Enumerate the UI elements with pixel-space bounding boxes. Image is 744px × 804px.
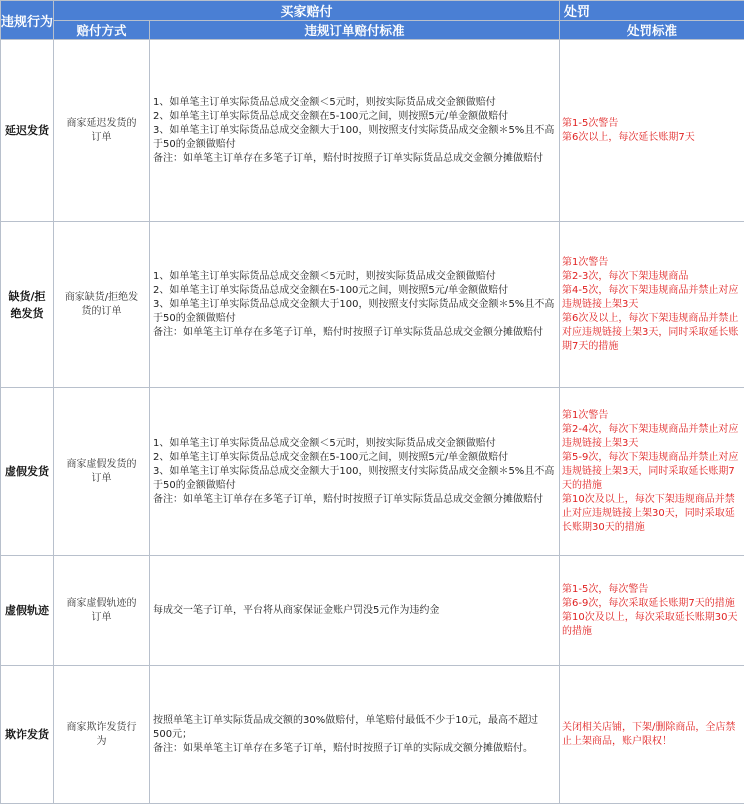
- violation-cell: 延迟发货: [1, 40, 54, 222]
- violation-cell: 缺货/拒绝发货: [1, 222, 54, 388]
- penalty-line: 第6次以上，每次延长账期7天: [562, 131, 742, 145]
- penalty-line: 第6次及以上，每次下架违规商品并禁止对应违规链接上架3天，同时采取延长账期7天的措施: [562, 312, 742, 354]
- penalty-line: 第2-4次，每次下架违规商品并禁止对应违规链接上架3天: [562, 423, 742, 451]
- table-row: [1, 40, 744, 222]
- violation-cell: 欺诈发货: [1, 666, 54, 804]
- penalty-cell: [560, 556, 744, 666]
- standard-line: 2、如单笔主订单实际货品总成交金额在5-100元之间，则按照5元/单金额做赔付: [153, 284, 556, 298]
- header-comp-standard: 违规订单赔付标准: [150, 21, 560, 40]
- standard-cell: [150, 222, 560, 388]
- standard-line: 按照单笔主订单实际货品成交额的30%做赔付，单笔赔付最低不少于10元，最高不超过500元；: [153, 714, 556, 742]
- violation-cell: 虚假轨迹: [1, 556, 54, 666]
- standard-note: 备注：如单笔主订单存在多笔子订单，赔付时按照子订单实际货品总成交金额分摊做赔付: [153, 326, 556, 340]
- penalty-line: 第1次警告: [562, 409, 742, 423]
- table-row: [1, 666, 744, 804]
- violation-cell: 虚假发货: [1, 388, 54, 556]
- table-row: [1, 556, 744, 666]
- penalty-cell: [560, 666, 744, 804]
- standard-cell: [150, 556, 560, 666]
- standard-cell: [150, 388, 560, 556]
- method-cell: 商家欺诈发货行为: [54, 666, 150, 804]
- standard-line: 3、如单笔主订单实际货品总成交金额大于100，则按照支付实际货品成交金额＊5%且不高于50的金额做赔付: [153, 465, 556, 493]
- standard-note: 备注：如果单笔主订单存在多笔子订单，赔付时按照子订单的实际成交额分摊做赔付。: [153, 742, 556, 756]
- penalty-line: 关闭相关店铺，下架/删除商品，全店禁止上架商品，账户限权！: [562, 721, 742, 749]
- header-violation: 违规行为: [1, 1, 54, 40]
- standard-note: 备注：如单笔主订单存在多笔子订单，赔付时按照子订单实际货品总成交金额分摊做赔付: [153, 493, 556, 507]
- penalty-line: 第1-5次警告: [562, 117, 742, 131]
- header-penalty: 处罚: [560, 1, 744, 21]
- standard-line: 2、如单笔主订单实际货品总成交金额在5-100元之间，则按照5元/单金额做赔付: [153, 110, 556, 124]
- header-buyer-compensation: 买家赔付: [54, 1, 560, 21]
- standard-line: 每成交一笔子订单，平台将从商家保证金账户罚没5元作为违约金: [153, 604, 556, 618]
- penalty-line: 第10次及以上，每次下架违规商品并禁止对应违规链接上架30天，同时采取延长账期30天的措施: [562, 493, 742, 535]
- penalty-line: 第5-9次，每次下架违规商品并禁止对应违规链接上架3天，同时采取延长账期7天的措施: [562, 451, 742, 493]
- header-penalty-standard: 处罚标准: [560, 21, 744, 40]
- header-comp-method: 赔付方式: [54, 21, 150, 40]
- penalty-line: 第6-9次，每次采取延长账期7天的措施: [562, 597, 742, 611]
- method-cell: 商家虚假轨迹的订单: [54, 556, 150, 666]
- standard-line: 1、如单笔主订单实际货品总成交金额＜5元时，则按实际货品成交金额做赔付: [153, 437, 556, 451]
- penalty-line: 第1次警告: [562, 256, 742, 270]
- penalty-cell: [560, 222, 744, 388]
- penalty-cell: [560, 388, 744, 556]
- standard-line: 1、如单笔主订单实际货品总成交金额＜5元时，则按实际货品成交金额做赔付: [153, 270, 556, 284]
- standard-line: 2、如单笔主订单实际货品总成交金额在5-100元之间，则按照5元/单金额做赔付: [153, 451, 556, 465]
- method-cell: 商家延迟发货的订单: [54, 40, 150, 222]
- standard-cell: [150, 666, 560, 804]
- standard-note: 备注：如单笔主订单存在多笔子订单，赔付时按照子订单实际货品总成交金额分摊做赔付: [153, 152, 556, 166]
- penalty-line: 第4-5次，每次下架违规商品并禁止对应违规链接上架3天: [562, 284, 742, 312]
- penalty-cell: [560, 40, 744, 222]
- table-row: [1, 388, 744, 556]
- standard-line: 3、如单笔主订单实际货品总成交金额大于100，则按照支付实际货品成交金额＊5%且不高于50的金额做赔付: [153, 124, 556, 152]
- standard-cell: [150, 40, 560, 222]
- table-row: [1, 222, 744, 388]
- penalty-line: 第2-3次，每次下架违规商品: [562, 270, 742, 284]
- standard-line: 1、如单笔主订单实际货品总成交金额＜5元时，则按实际货品成交金额做赔付: [153, 96, 556, 110]
- standard-line: 3、如单笔主订单实际货品总成交金额大于100，则按照支付实际货品成交金额＊5%且不高于50的金额做赔付: [153, 298, 556, 326]
- method-cell: 商家虚假发货的订单: [54, 388, 150, 556]
- penalty-line: 第1-5次，每次警告: [562, 583, 742, 597]
- method-cell: 商家缺货/拒绝发货的订单: [54, 222, 150, 388]
- penalty-line: 第10次及以上，每次采取延长账期30天的措施: [562, 611, 742, 639]
